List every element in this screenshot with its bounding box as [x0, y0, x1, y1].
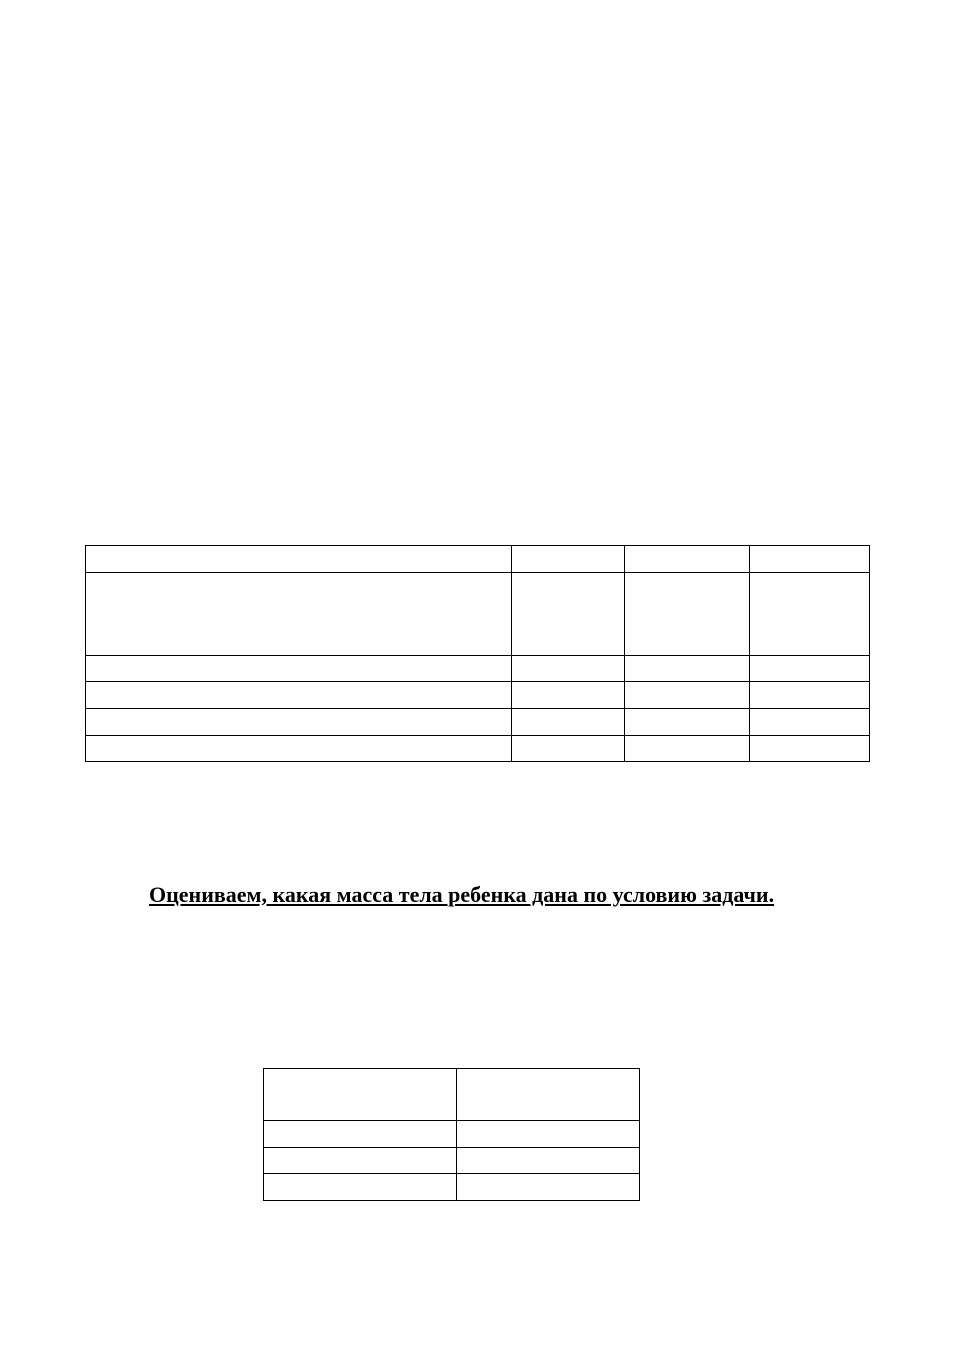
table-cell: [86, 573, 512, 656]
table-cell: [625, 736, 750, 762]
table-cell: [86, 682, 512, 709]
table-row: [86, 682, 870, 709]
table-row: [86, 709, 870, 736]
table-cell: [625, 573, 750, 656]
table-cell: [750, 709, 870, 736]
table-cell: [457, 1174, 640, 1201]
table-cell: [512, 546, 625, 573]
table-row: [264, 1148, 640, 1174]
table-cell: [86, 656, 512, 682]
table-cell: [86, 736, 512, 762]
table-cell: [625, 656, 750, 682]
table-cell: [264, 1121, 457, 1148]
table-cell: [512, 656, 625, 682]
table-row: [86, 546, 870, 573]
table-cell: [750, 682, 870, 709]
table-cell: [512, 709, 625, 736]
table-cell: [457, 1121, 640, 1148]
table-row: [86, 736, 870, 762]
table-cell: [750, 573, 870, 656]
table-row: [86, 656, 870, 682]
table-cell: [512, 736, 625, 762]
table-cell: [512, 573, 625, 656]
table-row: [86, 573, 870, 656]
table-row: [264, 1174, 640, 1201]
table-cell: [625, 546, 750, 573]
table-cell: [264, 1174, 457, 1201]
table-cell: [625, 682, 750, 709]
table-cell: [512, 682, 625, 709]
table-cell: [750, 736, 870, 762]
table-cell: [457, 1069, 640, 1121]
table-row: [264, 1069, 640, 1121]
table-cell: [86, 709, 512, 736]
table-cell: [750, 546, 870, 573]
section-heading: Оцениваем, какая масса тела ребенка дана по условию задачи.: [149, 882, 775, 907]
table-row: [264, 1121, 640, 1148]
table-cell: [264, 1069, 457, 1121]
table-cell: [264, 1148, 457, 1174]
empty-table-lower: [263, 1068, 640, 1201]
table-cell: [625, 709, 750, 736]
table-cell: [457, 1148, 640, 1174]
table-cell: [86, 546, 512, 573]
empty-table-upper: [85, 545, 870, 762]
table-cell: [750, 656, 870, 682]
